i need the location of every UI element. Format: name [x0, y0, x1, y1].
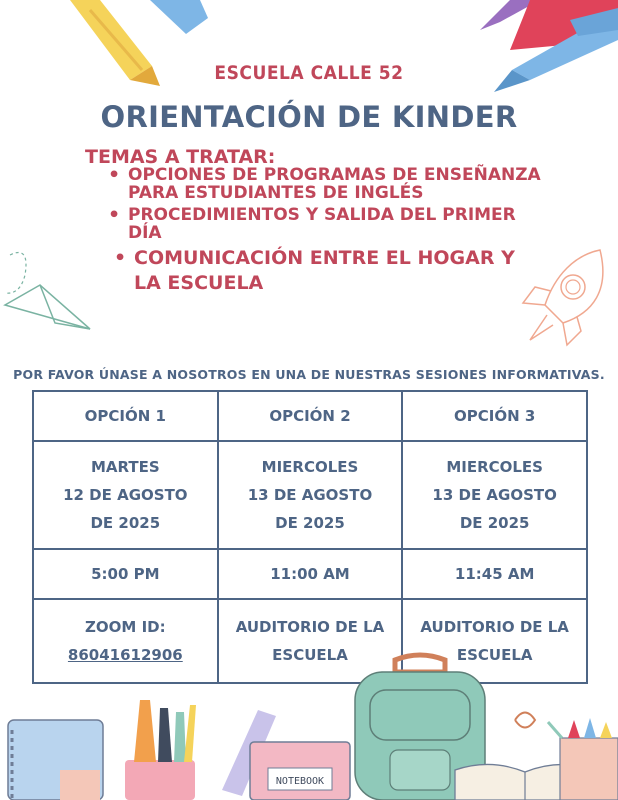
- session-day: MIERCOLES: [446, 458, 543, 476]
- topic-item: • PROCEDIMIENTOS Y SALIDA DEL PRIMER DÍA: [108, 206, 528, 242]
- session-date: 13 DE AGOSTO: [432, 486, 557, 504]
- topics-heading: TEMAS A TRATAR:: [85, 146, 276, 168]
- session-year: DE 2025: [275, 514, 345, 532]
- session-date-cell: [402, 441, 587, 549]
- topic-item: • COMUNICACIÓN ENTRE EL HOGAR Y LA ESCUELA: [114, 246, 524, 296]
- session-date-cell: [33, 441, 218, 549]
- session-day: MARTES: [90, 458, 160, 476]
- session-location-detail: ESCUELA: [456, 646, 533, 664]
- crayon-blue-left-illustration: [150, 0, 210, 40]
- invitation-text: POR FAVOR ÚNASE A NOSOTROS EN UNA DE NUESTRAS SESIONES INFORMATIVAS.: [13, 367, 605, 382]
- session-date: 13 DE AGOSTO: [247, 486, 373, 504]
- session-time: 11:45 AM: [402, 549, 587, 599]
- session-time: 11:00 AM: [218, 549, 403, 599]
- session-date: 12 DE AGOSTO: [63, 486, 188, 504]
- topic-item: • OPCIONES DE PROGRAMAS DE ENSEÑANZA PARA ESTUDIANTES DE INGLÉS: [108, 166, 548, 202]
- session-location-label: ZOOM ID:: [85, 618, 166, 636]
- session-location-label: AUDITORIO DE LA: [420, 618, 569, 636]
- session-date-cell: [218, 441, 403, 549]
- school-supplies-illustration: [0, 650, 618, 800]
- zoom-id-link[interactable]: 86041612906: [67, 646, 183, 664]
- session-day: MIERCOLES: [261, 458, 359, 476]
- school-name: ESCUELA CALLE 52: [214, 62, 404, 84]
- session-location-label: AUDITORIO DE LA: [235, 618, 385, 636]
- session-location-detail: ESCUELA: [272, 646, 348, 664]
- session-time: 5:00 PM: [33, 549, 218, 599]
- option-header: OPCIÓN 3: [402, 391, 587, 441]
- session-year: DE 2025: [459, 514, 530, 532]
- page-title: ORIENTACIÓN DE KINDER: [100, 100, 518, 134]
- topics-list: [108, 166, 548, 300]
- option-header: OPCIÓN 1: [33, 391, 218, 441]
- option-header: OPCIÓN 2: [218, 391, 403, 441]
- session-year: DE 2025: [90, 514, 161, 532]
- sessions-table: [32, 390, 588, 684]
- paper-plane-illustration: [0, 245, 100, 335]
- notebook-label: NOTEBOOK: [275, 776, 325, 787]
